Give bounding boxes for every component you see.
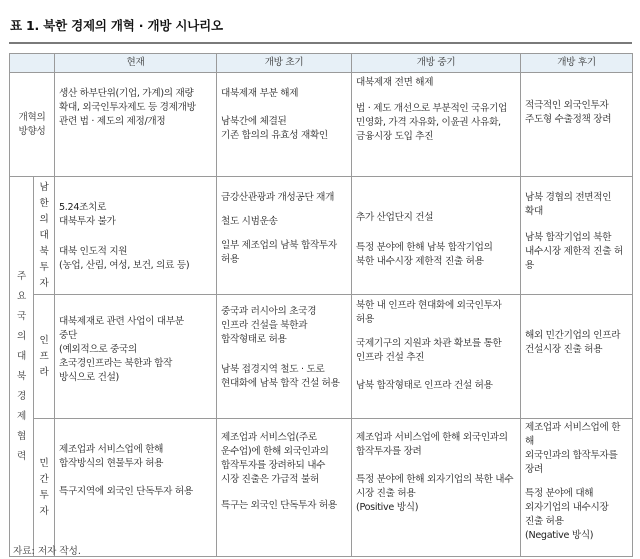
source-note: 자료: 저자 작성. (13, 546, 81, 557)
cell-infra-mid: 북한 내 인프라 현대화에 외국인투자 허용 국제기구의 지원과 차관 확보를 통한 인프라 건설 추진 남북 합작형태로 인프라 건설 허용 (352, 295, 521, 419)
cell-private-current: 제조업과 서비스업에 한해 합작방식의 현물투자 허용 특구지역에 외국인 단독투자 허용 (55, 419, 217, 557)
cell-direction-early: 대북제재 부분 해제 남북간에 체결된 기존 합의의 유효성 재확인 (217, 73, 352, 177)
cell-private-early: 제조업과 서비스업(주로 운수업)에 한해 외국인과의 합작투자를 장려하되 내수 시장 진출은 가급적 불허 특구는 외국인 단독투자 허용 (217, 419, 352, 557)
scenario-table (9, 53, 633, 557)
cell-direction-current: 생산 하부단위(기업, 가계)의 재량 확대, 외국인투자제도 등 경제개방 관련 법 · 제도의 제정/개정 (55, 73, 217, 177)
row-label-private: 민간투자 (34, 419, 55, 557)
table-title: 표 1. 북한 경제의 개혁 · 개방 시나리오 (10, 18, 223, 33)
cell-infra-early: 중국과 러시아의 초국경 인프라 건설을 북한과 합작형태로 허용 남북 접경지역 철도 · 도로 현대화에 남북 합작 건설 허용 (217, 295, 352, 419)
cell-ik-mid: 추가 산업단지 건설 특정 분야에 한해 남북 합작기업의 북한 내수시장 제한적 진출 허용 (352, 177, 521, 295)
header-mid: 개방 중기 (352, 54, 521, 73)
row-inter-korean (10, 177, 633, 295)
row-direction (10, 73, 633, 177)
cell-ik-late: 남북 경협의 전면적인 확대 남북 합작기업의 북한 내수시장 제한적 진출 허용 (521, 177, 633, 295)
cell-ik-early: 금강산관광과 개성공단 재개 철도 시범운송 일부 제조업의 남북 합작투자 허용 (217, 177, 352, 295)
row-label-direction: 개혁의 방향성 (10, 73, 55, 177)
cell-infra-late: 해외 민간기업의 인프라 건설시장 진출 허용 (521, 295, 633, 419)
row-label-inter-korean: 남한의 대북투자 (34, 177, 55, 295)
header-current: 현재 (55, 54, 217, 73)
group-label: 주요국의 대북 경제협력 (10, 177, 34, 557)
header-corner (10, 54, 55, 73)
cell-private-mid: 제조업과 서비스업에 한해 외국인과의 합작투자를 장려 특정 분야에 한해 외자기업의 북한 내수 시장 진출 허용 (Positive 방식) (352, 419, 521, 557)
cell-infra-current: 대북제재로 관련 사업이 대부분 중단 (예외적으로 중국의 초국경인프라는 북한과 합작 방식으로 건설) (55, 295, 217, 419)
cell-direction-late: 적극적인 외국인투자 주도형 수출정책 장려 (521, 73, 633, 177)
cell-private-late: 제조업과 서비스업에 한해 외국인과의 합작투자를 장려 특정 분야에 대해 외자기업의 내수시장 진출 허용 (Negative 방식) (521, 419, 633, 557)
row-private (10, 419, 633, 557)
title-rule (9, 42, 632, 44)
header-row (10, 54, 633, 73)
row-infra (10, 295, 633, 419)
row-label-infra: 인프라 (34, 295, 55, 419)
cell-direction-mid: 대북제재 전면 해제 법 · 제도 개선으로 부분적인 국유기업 민영화, 가격 자유화, 이윤권 사유화, 금융시장 도입 추진 (352, 73, 521, 177)
header-early: 개방 초기 (217, 54, 352, 73)
header-late: 개방 후기 (521, 54, 633, 73)
cell-ik-current: 5.24조치로 대북투자 불가 대북 인도적 지원 (농업, 산림, 여성, 보건, 의료 등) (55, 177, 217, 295)
